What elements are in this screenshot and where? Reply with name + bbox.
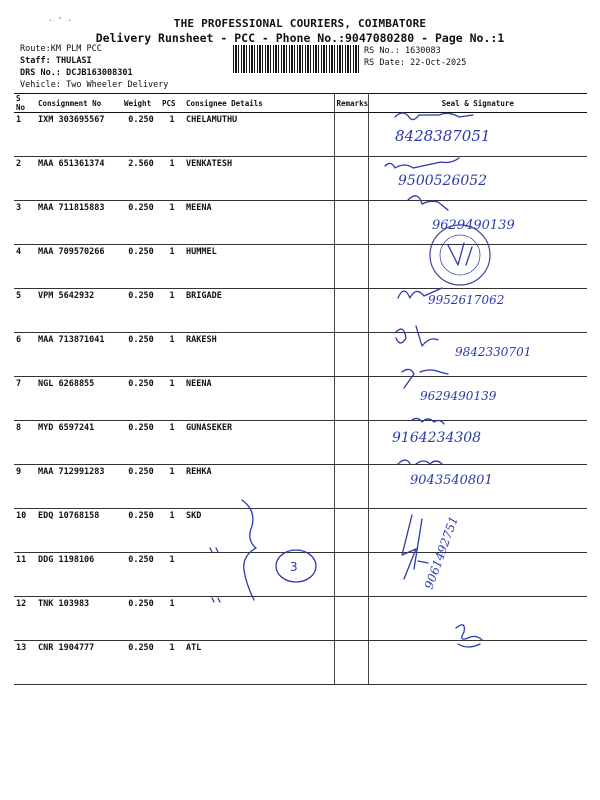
row-consignee: HUMMEL <box>184 245 334 289</box>
row-weight: 0.250 <box>122 509 160 553</box>
row-consignment-no: IXM 303695567 <box>36 113 122 157</box>
row-sno: 6 <box>14 333 36 377</box>
row-remarks <box>334 509 368 553</box>
row-signature <box>368 201 587 245</box>
row-consignment-no: VPM 5642932 <box>36 289 122 333</box>
row-remarks <box>334 113 368 157</box>
row-weight: 0.250 <box>122 553 160 597</box>
row-signature <box>368 641 587 685</box>
row-pcs: 1 <box>160 333 184 377</box>
table-row <box>14 201 587 245</box>
row-signature <box>368 157 587 201</box>
rs-date-value: 22-Oct-2025 <box>410 58 467 68</box>
row-weight: 0.250 <box>122 333 160 377</box>
row-sno: 12 <box>14 597 36 641</box>
row-sno: 1 <box>14 113 36 157</box>
rs-date-line <box>364 58 466 68</box>
svg-text:9164234308: 9164234308 <box>392 430 482 446</box>
row-consignee: BRIGADE <box>184 289 334 333</box>
row-signature <box>368 333 587 377</box>
row-consignee: RAKESH <box>184 333 334 377</box>
row-consignee: CHELAMUTHU <box>184 113 334 157</box>
row-weight: 0.250 <box>122 597 160 641</box>
drs-value: DCJB163008301 <box>66 68 133 78</box>
row-consignment-no: MAA 712991283 <box>36 465 122 509</box>
row-weight: 0.250 <box>122 245 160 289</box>
col-consignment: Consignment No <box>36 94 122 113</box>
row-weight: 0.250 <box>122 201 160 245</box>
vehicle-label: Vehicle: <box>20 80 61 90</box>
staff-line <box>20 56 92 66</box>
rs-no-line <box>364 46 441 56</box>
circled-count: 3 <box>290 560 298 574</box>
row-consignment-no: NGL 6268855 <box>36 377 122 421</box>
row-pcs: 1 <box>160 245 184 289</box>
svg-text:9842330701: 9842330701 <box>455 345 532 359</box>
row-consignee: MEENA <box>184 201 334 245</box>
row-pcs: 1 <box>160 157 184 201</box>
row-consignment-no: MYD 6597241 <box>36 421 122 465</box>
row-signature <box>368 245 587 289</box>
row-sno: 5 <box>14 289 36 333</box>
col-consignee: Consignee Details <box>184 94 334 113</box>
col-weight: Weight <box>122 94 160 113</box>
row-remarks <box>334 289 368 333</box>
row-weight: 0.250 <box>122 113 160 157</box>
row-consignment-no: TNK 103983 <box>36 597 122 641</box>
col-sno: S No <box>14 94 36 113</box>
svg-text:9500526052: 9500526052 <box>398 173 488 189</box>
row-consignment-no: MAA 713871041 <box>36 333 122 377</box>
row-remarks <box>334 465 368 509</box>
row-consignee <box>184 597 334 641</box>
row-consignment-no: MAA 709570266 <box>36 245 122 289</box>
row-sno: 13 <box>14 641 36 685</box>
row-pcs: 1 <box>160 289 184 333</box>
svg-text:9043540801: 9043540801 <box>410 473 493 488</box>
row-sno: 10 <box>14 509 36 553</box>
row-pcs: 1 <box>160 641 184 685</box>
row-remarks <box>334 421 368 465</box>
drs-line <box>20 68 133 78</box>
route-label: Route: <box>20 44 51 54</box>
row-weight: 0.250 <box>122 465 160 509</box>
row-signature <box>368 465 587 509</box>
svg-text:9629490139: 9629490139 <box>432 218 515 233</box>
svg-text:9952617062: 9952617062 <box>428 293 505 307</box>
row-sno: 4 <box>14 245 36 289</box>
row-sno: 8 <box>14 421 36 465</box>
row-remarks <box>334 553 368 597</box>
row-sno: 2 <box>14 157 36 201</box>
row-signature <box>368 377 587 421</box>
rs-no-label: RS No.: <box>364 46 400 56</box>
row-consignment-no: EDQ 10768158 <box>36 509 122 553</box>
table-row <box>14 465 587 509</box>
staff-value: THULASI <box>55 56 92 66</box>
vehicle-value: Two Wheeler Delivery <box>66 80 169 90</box>
table-row <box>14 157 587 201</box>
svg-text:9061492751: 9061492751 <box>421 514 461 592</box>
row-pcs: 1 <box>160 421 184 465</box>
table-row <box>14 245 587 289</box>
runsheet-subtitle: Delivery Runsheet - PCC - Phone No.:9047080280 - Page No.:1 <box>95 31 505 45</box>
route-line <box>20 44 102 54</box>
row-pcs: 1 <box>160 201 184 245</box>
row-pcs: 1 <box>160 553 184 597</box>
row-signature <box>368 553 587 597</box>
row-remarks <box>334 377 368 421</box>
route-value: KM PLM PCC <box>50 44 102 54</box>
table-row <box>14 333 587 377</box>
row-weight: 0.250 <box>122 421 160 465</box>
row-remarks <box>334 333 368 377</box>
row-consignee: SKD <box>184 509 334 553</box>
row-pcs: 1 <box>160 597 184 641</box>
table-header-row <box>14 94 587 113</box>
row-consignment-no: DDG 1198106 <box>36 553 122 597</box>
row-signature <box>368 113 587 157</box>
row-consignment-no: MAA 711815883 <box>36 201 122 245</box>
row-signature <box>368 597 587 641</box>
row-consignee: ATL <box>184 641 334 685</box>
row-signature <box>368 421 587 465</box>
row-sno: 3 <box>14 201 36 245</box>
col-signature: Seal & Signature <box>368 94 587 113</box>
rs-no-value: 1630083 <box>404 46 441 56</box>
scan-specks: · ’ · <box>48 16 73 25</box>
table-row <box>14 641 587 685</box>
row-consignee: GUNASEKER <box>184 421 334 465</box>
row-pcs: 1 <box>160 465 184 509</box>
table-row <box>14 421 587 465</box>
row-sno: 9 <box>14 465 36 509</box>
row-remarks <box>334 245 368 289</box>
col-remarks: Remarks <box>334 94 368 113</box>
delivery-table <box>14 93 587 685</box>
table-row <box>14 597 587 641</box>
row-remarks <box>334 641 368 685</box>
col-pcs: PCS <box>160 94 184 113</box>
row-consignment-no: MAA 651361374 <box>36 157 122 201</box>
company-title: THE PROFESSIONAL COURIERS, COIMBATORE <box>173 17 427 30</box>
row-signature <box>368 509 587 553</box>
row-remarks <box>334 597 368 641</box>
row-signature <box>368 289 587 333</box>
row-sno: 11 <box>14 553 36 597</box>
row-consignee: REHKA <box>184 465 334 509</box>
table-row <box>14 553 587 597</box>
row-pcs: 1 <box>160 377 184 421</box>
table-row <box>14 113 587 157</box>
drs-label: DRS No.: <box>20 68 61 78</box>
row-remarks <box>334 157 368 201</box>
rs-date-label: RS Date: <box>364 58 405 68</box>
staff-label: Staff: <box>20 56 51 66</box>
row-sno: 7 <box>14 377 36 421</box>
vehicle-line <box>20 80 168 90</box>
row-weight: 0.250 <box>122 289 160 333</box>
barcode <box>233 45 360 73</box>
row-consignment-no: CNR 1904777 <box>36 641 122 685</box>
row-weight: 2.560 <box>122 157 160 201</box>
row-remarks <box>334 201 368 245</box>
row-consignee: NEENA <box>184 377 334 421</box>
row-weight: 0.250 <box>122 641 160 685</box>
svg-text:8428387051: 8428387051 <box>395 127 491 145</box>
table-row <box>14 509 587 553</box>
table-row <box>14 377 587 421</box>
row-pcs: 1 <box>160 509 184 553</box>
svg-text:9629490139: 9629490139 <box>420 389 497 403</box>
row-pcs: 1 <box>160 113 184 157</box>
table-row <box>14 289 587 333</box>
row-consignee <box>184 553 334 597</box>
row-consignee: VENKATESH <box>184 157 334 201</box>
row-weight: 0.250 <box>122 377 160 421</box>
